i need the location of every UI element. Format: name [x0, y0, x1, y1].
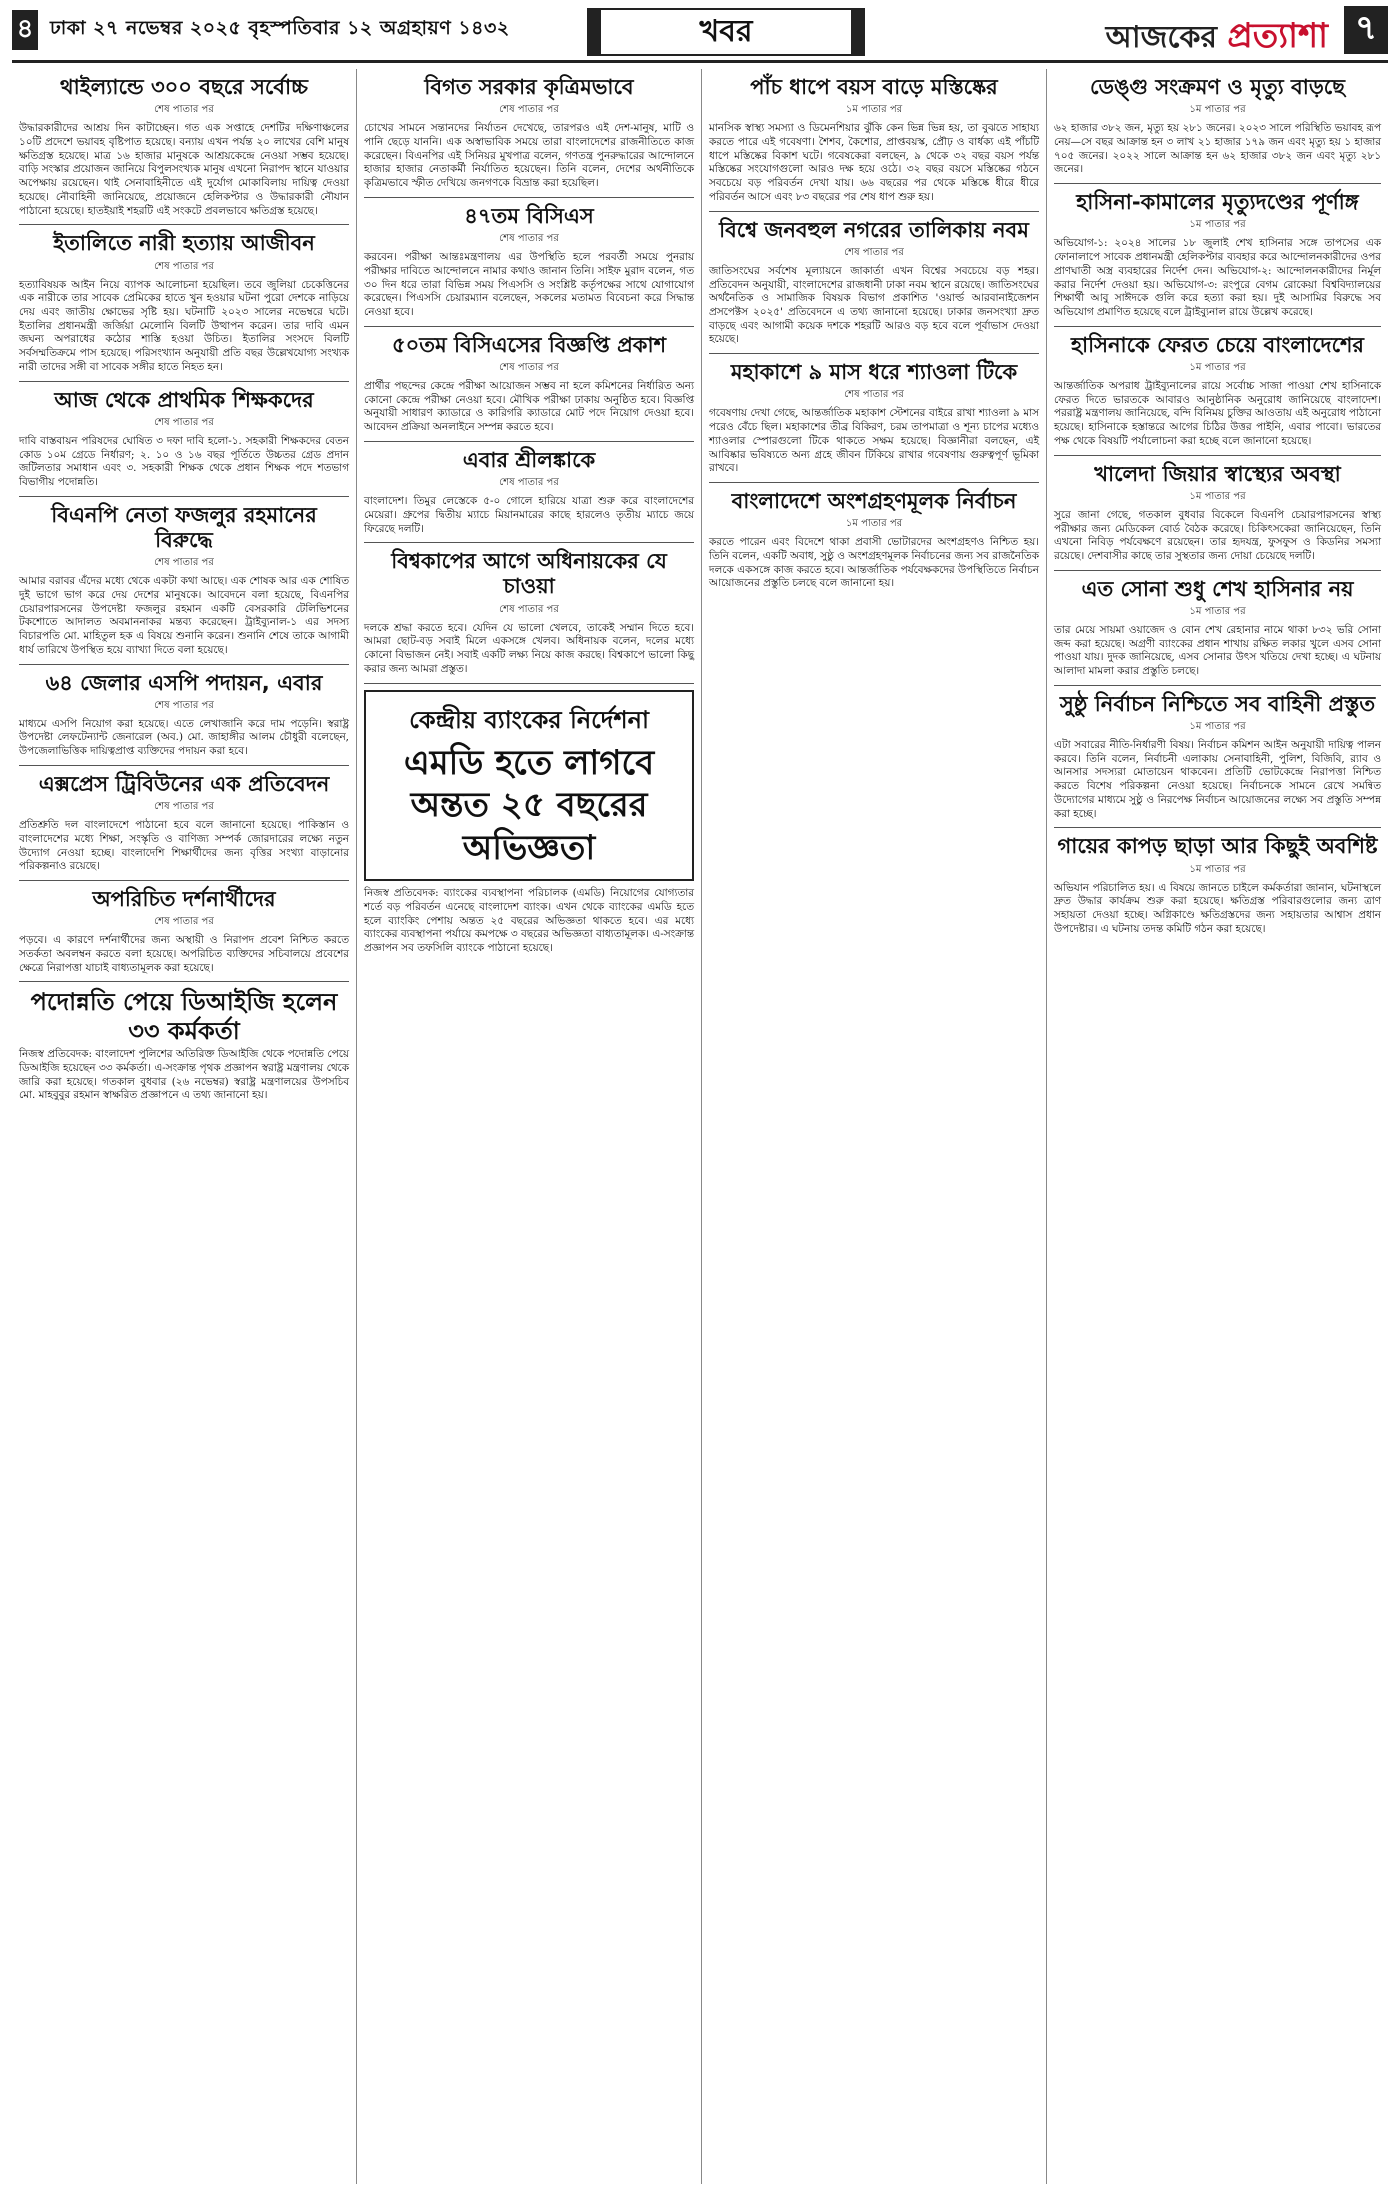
story-headline[interactable]: বিশ্বকাপের আগে অধিনায়কের যে চাওয়া [391, 549, 667, 599]
news-story [1054, 828, 1381, 942]
story-headline[interactable]: হাসিনা-কামালের মৃত্যুদণ্ডের পূর্ণাঙ্গ [1076, 190, 1359, 215]
story-body: গবেষণায় দেখা গেছে, আন্তর্জাতিক মহাকাশ স্টেশনের বাইরে রাখা শ্যাওলা ৯ মাস পরেও বেঁচে ছিল। মহাকাশের তীব্র বিকিরণ, চরম তাপমাত্রা ও শূন্য চাপের মধ্যেও শ্যাওলার স্পোরগুলো টিকে থাকতে সক্ষম হয়েছে। বিজ্ঞানীরা বলছেন, এই আবিষ্কার ভবিষ্যতে অন্য গ্রহে জীবন টিকিয়ে রাখার গবেষণায় গুরুত্বপূর্ণ ভূমিকা রাখবে। [709, 407, 1039, 475]
story-body: দলকে শ্রদ্ধা করতে হবে। যেদিন যে ভালো খেলবে, তাকেই সম্মান দিতে হবে। আমরা ছোট-বড় সবাই মিলে একসঙ্গে খেলব। অধিনায়ক বলেন, দলের মধ্যে কোনো বিভাজন নেই। সবাই একটি লক্ষ্য নিয়ে কাজ করছে। বিশ্বকাপে ভালো কিছু করার জন্য আমরা প্রস্তুত। [364, 621, 694, 675]
news-story [1054, 327, 1381, 456]
news-story [19, 982, 349, 1109]
story-body: প্রতিশ্রুতি দল বাংলাদেশে পাঠানো হবে বলে জানানো হয়েছে। পাকিস্তান ও বাংলাদেশের মধ্যে শিক্ষা, সংস্কৃতি ও বাণিজ্য সম্পর্ক জোরদারের লক্ষ্যে নতুন উদ্যোগ নেওয়া হচ্ছে। বাংলাদেশি শিক্ষার্থীদের জন্য বৃত্তির সংখ্যা বাড়ানোর পরিকল্পনাও রয়েছে। [19, 819, 349, 873]
continuation-label: শেষ পাতার পর [844, 389, 904, 401]
continuation-label: শেষ পাতার পর [154, 104, 214, 116]
dateline: ঢাকা ২৭ নভেম্বর ২০২৫ বৃহস্পতিবার ১২ অগ্রহায়ণ ১৪৩২ [50, 17, 510, 39]
continuation-label: শেষ পাতার পর [499, 603, 559, 615]
story-body: পড়বে। এ কারণে দর্শনার্থীদের জন্য অস্থায়ী ও নিরাপদ প্রবেশ নিশ্চিত করতে সতর্কতা অবলম্বন করতে বলা হয়েছে। অপরিচিত ব্যক্তিদের সচিবালয়ে প্রবেশের ক্ষেত্রে নিরাপত্তা যাচাই বাধ্যতামূলক করা হয়েছে। [19, 934, 349, 974]
column-3 [702, 69, 1047, 2184]
feature-headline: এমডি হতে লাগবে অন্তত ২৫ বছরের অভিজ্ঞতা [403, 742, 655, 868]
continuation-label: ১ম পাতার পর [1189, 605, 1246, 617]
continuation-label: ১ম পাতার পর [1189, 863, 1246, 875]
news-story [1054, 69, 1381, 184]
news-story [709, 69, 1039, 212]
story-headline[interactable]: খালেদা জিয়ার স্বাস্থ্যের অবস্থা [1094, 461, 1341, 486]
story-body: করতে পারেন এবং বিদেশে থাকা প্রবাসী ভোটারদের অংশগ্রহণও নিশ্চিত হয়। তিনি বলেন, একটি অবাধ, সুষ্ঠু ও অংশগ্রহণমূলক নির্বাচনের জন্য সব রাজনৈতিক দলকে একসঙ্গে কাজ করতে হবে। আন্তর্জাতিক পর্যবেক্ষকদের উপস্থিতিতে নির্বাচন আয়োজনের প্রস্তুতি চলছে বলে জানানো হয়। [709, 536, 1039, 590]
continuation-label: শেষ পাতার পর [499, 104, 559, 116]
column-4 [1047, 69, 1388, 2184]
story-headline[interactable]: বিশ্বে জনবহুল নগরের তালিকায় নবম [719, 217, 1029, 242]
continuation-label: শেষ পাতার পর [499, 477, 559, 489]
continuation-label: শেষ পাতার পর [499, 361, 559, 373]
continuation-label: ১ম পাতার পর [845, 104, 903, 116]
newspaper-logo [1106, 10, 1328, 67]
news-story [709, 212, 1039, 355]
continuation-label: শেষ পাতার পর [154, 699, 214, 711]
news-story [709, 354, 1039, 483]
feature-body: নিজস্ব প্রতিবেদক: ব্যাংকের ব্যবস্থাপনা পরিচালক (এমডি) নিয়োগের যোগ্যতার শর্তে বড় পরিবর্তন এনেছে বাংলাদেশ ব্যাংক। এখন থেকে ব্যাংকের এমডি হতে হলে ব্যাংকিং পেশায় অন্তত ২৫ বছরের অভিজ্ঞতা থাকতে হবে। এর মধ্যে ব্যাংকের ব্যবস্থাপনা পর্যায়ে কমপক্ষে ৩ বছরের অভিজ্ঞতা বাধ্যতামূলক। এ-সংক্রান্ত প্রজ্ঞাপন সব তফসিলি ব্যাংকে পাঠানো হয়েছে। [364, 887, 694, 954]
continuation-label: ১ম পাতার পর [845, 518, 903, 530]
continuation-label: ১ম পাতার পর [1189, 490, 1246, 502]
story-body: চোখের সামনে সন্তানদের নির্যাতন দেখেছে, তারপরও এই দেশ-মানুষ, মাটি ও পানি ছেড়ে যাননি। এক অস্বাভাবিক সময়ে তারা বাংলাদেশের রাজনীতিতে কাজ করেছেন। বিএনপির এই সিনিয়র মুখপাত্র বলেন, গণতন্ত্র পুনরুদ্ধারের আন্দোলনে হাজার হাজার নেতাকর্মী নির্যাতিত হয়েছেন। তিনি বলেন, দেশের অর্থনীতিকে কৃত্রিমভাবে স্ফীত দেখিয়ে জনগণকে বিভ্রান্ত করা হয়েছিল। [364, 122, 694, 190]
story-body: প্রার্থীর পছন্দের কেন্দ্রে পরীক্ষা আয়োজন সম্ভব না হলে কমিশনের নির্ধারিত অন্য কোনো কেন্দ্রে পরীক্ষা নেওয়া হবে। মৌখিক পরীক্ষা ঢাকায় অনুষ্ঠিত হবে। বিজ্ঞপ্তি অনুযায়ী সাধারণ ক্যাডারে ও কারিগরি ক্যাডারে মোট পদে নিয়োগ দেওয়া হবে। আবেদন প্রক্রিয়া অনলাইনে সম্পন্ন করতে হবে। [364, 379, 694, 434]
story-headline[interactable]: বিএনপি নেতা ফজলুর রহমানের বিরুদ্ধে [51, 502, 317, 552]
story-headline[interactable]: বাংলাদেশে অংশগ্রহণমূলক নির্বাচন [731, 489, 1017, 514]
continuation-label: শেষ পাতার পর [154, 916, 214, 928]
news-story [709, 483, 1039, 597]
masthead [12, 0, 1388, 63]
story-headline[interactable]: থাইল্যান্ডে ৩০০ বছরে সর্বোচ্চ [60, 75, 308, 99]
news-story [364, 198, 694, 327]
story-body: করবেন। পরীক্ষা আন্তঃমন্ত্রণালয় এর উপস্থিতি হলে পরবর্তী সময়ে পুনরায় পরীক্ষার দাবিতে আন্দোলনে নামার কথাও জানান তিনি। সাইফ মুরাদ বলেন, গত ৩০ দিন ধরে তারা বিভিন্ন সময় পিএসসি ও সংশ্লিষ্ট কর্তৃপক্ষের সাথে যোগাযোগ করেছেন। পিএসসি চেয়ারম্যান বলেছেন, সকলের মতামত বিবেচনা করে সিদ্ধান্ত নেওয়া হবে। [364, 251, 694, 318]
news-story [1054, 184, 1381, 327]
story-body: দাবি বাস্তবায়ন পরিষদের ঘোষিত ৩ দফা দাবি হলো-১. সহকারী শিক্ষকদের বেতন কোড ১০ম গ্রেডে নির্ধারণ; ২. ১০ ও ১৬ বছর পূর্তিতে উচ্চতর গ্রেড প্রদান জটিলতার সমাধান এবং ৩. সহকারী শিক্ষক থেকে প্রধান শিক্ষক পদে শতভাগ বিভাগীয় পদোন্নতি। [19, 434, 349, 489]
news-story [19, 225, 349, 381]
story-headline[interactable]: বিগত সরকার কৃত্রিমভাবে [424, 75, 634, 99]
story-body: উদ্ধারকারীদের আশ্রয় দিন কাটাচ্ছেন। গত এক সপ্তাহে দেশটির দক্ষিণাঞ্চলের ১০টি প্রদেশে ভয়াবহ বৃষ্টিপাত হয়েছে। বন্যায় এখন পর্যন্ত ২০ লাখের বেশি মানুষ ক্ষতিগ্রস্ত হয়েছে। মাত্র ১৬ হাজার মানুষকে আশ্রয়কেন্দ্রে নেওয়া সম্ভব হয়েছে। বাড়ি সংস্কার প্রয়োজন জানিয়ে বিপুলসংখ্যক মানুষ এখনো নিরাপদ স্থানে যাওয়ার অপেক্ষায় রয়েছেন। থাই সেনাবাহিনীতে এই দুর্যোগ মোকাবিলায় দায়িত্ব দেওয়া হয়েছে। নৌবাহিনী জানিয়েছে, প্রয়োজনে হেলিকপ্টার ও উদ্ধারকারী নৌযান পাঠানো হয়েছে। হাতইয়াই শহরটি এই সংকটে প্রবলভাবে ক্ষতিগ্রস্ত হয়েছে। [19, 122, 349, 217]
story-body: জাতিসংঘের সর্বশেষ মূল্যায়নে জাকার্তা এখন বিশ্বের সবচেয়ে বড় শহর। প্রতিবেদন অনুযায়ী, বাংলাদেশের রাজধানী ঢাকা নবম স্থানে রয়েছে। জাতিসংঘের অর্থনৈতিক ও সামাজিক বিষয়ক বিভাগ প্রকাশিত 'ওয়ার্ল্ড আরবানাইজেশন প্রসপেক্টস ২০২৫' প্রতিবেদনে এ তথ্য জানানো হয়েছে। ঢাকার জনসংখ্যা দ্রুত বাড়ছে এবং আগামী কয়েক দশকে শহরটি আরও বড় হবে বলে পূর্বাভাস দেওয়া হয়েছে। [709, 264, 1039, 346]
feature-kicker: কেন্দ্রীয় ব্যাংকের নির্দেশনা [409, 705, 649, 734]
continuation-label: শেষ পাতার পর [499, 233, 559, 245]
news-story [19, 665, 349, 766]
story-headline[interactable]: গায়ের কাপড় ছাড়া আর কিছুই অবশিষ্ট [1057, 834, 1378, 859]
story-headline[interactable]: ইতালিতে নারী হত্যায় আজীবন [53, 231, 315, 256]
continuation-label: শেষ পাতার পর [844, 246, 904, 258]
story-body: অভিযোগ-১: ২০২৪ সালের ১৮ জুলাই শেখ হাসিনার সঙ্গে তাপসের এক ফোনালাপে সাবেক প্রধানমন্ত্রী হেলিকপ্টার ব্যবহার করে আন্দোলনকারীদের ওপর প্রাণঘাতী অস্ত্র ব্যবহারের নির্দেশ দেন। অভিযোগ-২: আন্দোলনকারীদের নির্মূল করার নির্দেশ দেওয়া হয়। অভিযোগ-৩: রংপুরে বেগম রোকেয়া বিশ্ববিদ্যালয়ের শিক্ষার্থী আবু সাঈদকে গুলি করে হত্যা করা হয়। দুই আসামির বিরুদ্ধে সব অভিযোগ প্রমাণিত হয়েছে বলে ট্রাইব্যুনাল রায়ে উল্লেখ করেছে। [1054, 237, 1381, 318]
story-headline[interactable]: আজ থেকে প্রাথমিক শিক্ষকদের [54, 387, 314, 412]
story-headline[interactable]: ৫০তম বিসিএসের বিজ্ঞপ্তি প্রকাশ [392, 332, 666, 357]
story-headline[interactable]: ডেঙ্গু সংক্রমণ ও মৃত্যু বাড়ছে [1090, 75, 1345, 99]
story-headline[interactable]: সুষ্ঠু নির্বাচন নিশ্চিতে সব বাহিনী প্রস্তুত [1059, 691, 1376, 716]
story-body: মানসিক স্বাস্থ্য সমস্যা ও ডিমেনশিয়ার ঝুঁকি কেন ভিন্ন ভিন্ন হয়, তা বুঝতে সাহায্য করতে পারে এই গবেষণা। শৈশব, কৈশোর, প্রাপ্তবয়স্ক, প্রৌঢ় ও বার্ধক্য এই পাঁচটি ধাপে মস্তিষ্কের বিকাশ ঘটে। গবেষকেরা বলছেন, ৯ থেকে ৩২ বছর বয়স পর্যন্ত মস্তিষ্কের সংযোগগুলো আরও দক্ষ হয়ে ওঠে। ৩২ বছর বয়সে মস্তিষ্কের গঠনে সবচেয়ে বড় পরিবর্তন দেখা যায়। ৬৬ বছরের পর থেকে মস্তিষ্কে ধীরে ধীরে পরিবর্তন আসে এবং ৮৩ বছরের পর শেষ ধাপ শুরু হয়। [709, 122, 1039, 203]
story-headline[interactable]: হাসিনাকে ফেরত চেয়ে বাংলাদেশের [1071, 332, 1364, 357]
logo-part-2: প্রত্যাশা [1227, 16, 1328, 56]
story-headline[interactable]: মহাকাশে ৯ মাস ধরে শ্যাওলা টিকে [730, 360, 1018, 385]
continuation-label: ১ম পাতার পর [1189, 721, 1246, 733]
story-body: সুরে জানা গেছে, গতকাল বুধবার বিকেলে বিএনপি চেয়ারপারসনের স্বাস্থ্য পরীক্ষার জন্য মেডিকেল বোর্ড বৈঠক করেছে। চিকিৎসকেরা জানিয়েছেন, তিনি এখনো নিবিড় পর্যবেক্ষণে রয়েছেন। তার হৃদযন্ত্র, ফুসফুস ও কিডনির সমস্যা রয়েছে। দেশবাসীর কাছে তার সুস্থতার জন্য দোয়া চেয়েছে দলটি। [1054, 508, 1381, 562]
news-story [19, 382, 349, 497]
continuation-label: ১ম পাতার পর [1189, 219, 1246, 231]
story-body: আন্তর্জাতিক অপরাধ ট্রাইব্যুনালের রায়ে সর্বোচ্চ সাজা পাওয়া শেখ হাসিনাকে ফেরত দিতে ভারতকে আবারও আনুষ্ঠানিক অনুরোধ জানিয়েছে বাংলাদেশ। পররাষ্ট্র মন্ত্রণালয় জানিয়েছে, বন্দি বিনিময় চুক্তির আওতায় এই অনুরোধ পাঠানো হয়েছে। হাসিনাকে হস্তান্তরে আগের চিঠির উত্তর পাইনি, এবার পাবো। ভারতের পক্ষ থেকে বিষয়টি পর্যালোচনা করা হচ্ছে বলে জানানো হয়েছে। [1054, 379, 1381, 447]
column-2 [357, 69, 702, 2184]
story-headline[interactable]: এবার শ্রীলঙ্কাকে [462, 447, 596, 472]
story-body: ৬২ হাজার ৩৮২ জন, মৃত্যু হয় ২৮১ জনের। ২০২৩ সালে পরিস্থিতি ভয়াবহ রূপ নেয়—সে বছর আক্রান্ত হন ৩ লাখ ২১ হাজার ১৭৯ জন এবং মৃত্যু হয় ১ হাজার ৭০৫ জনের। ২০২২ সালে আক্রান্ত হন ৬২ হাজার ৩৮২ জন এবং মৃত্যু ২৮১ জনের। [1054, 122, 1381, 176]
story-body: আমার বরাবর এঁদের মধ্যে থেকে একটা কথা আছে। এক শোষক আর এক শোষিত দুই ভাগে ভাগ করে দেয় দেশের মানুষকে। আবেদনে বলা হয়েছে, বিএনপির চেয়ারপারসনের উপদেষ্টা ফজলুর রহমান একটি বেসরকারি টেলিভিশনের টকশোতে আদালত অবমাননাকর মন্তব্য করেছেন। ট্রাইব্যুনাল-১ এর সদস্য বিচারপতি মো. মাহিতুল হক এ বিষয়ে শুনানি করেন। শুনানি শেষে তাকে আগামী ধার্য তারিখে উপস্থিত হয়ে ব্যাখ্যা দিতে বলা হয়েছে। [19, 575, 349, 656]
continuation-label: শেষ পাতার পর [154, 416, 214, 428]
news-story [19, 69, 349, 225]
news-story [1054, 686, 1381, 829]
story-body: নিজস্ব প্রতিবেদক: বাংলাদেশ পুলিশের অতিরিক্ত ডিআইজি থেকে পদোন্নতি পেয়ে ডিআইজি হয়েছেন ৩৩ কর্মকর্তা। এ-সংক্রান্ত পৃথক প্রজ্ঞাপন স্বরাষ্ট্র মন্ত্রণালয় থেকে জারি করা হয়েছে। গতকাল বুধবার (২৬ নভেম্বর) স্বরাষ্ট্র মন্ত্রণালয়ের উপসচিব মো. মাহবুবুর রহমান স্বাক্ষরিত প্রজ্ঞাপনে এ তথ্য জানানো হয়। [19, 1048, 349, 1102]
continuation-label: শেষ পাতার পর [154, 557, 214, 569]
columns [12, 69, 1388, 2184]
page-number-left: ৪ [12, 10, 38, 50]
page-number-right: ৭ [1344, 6, 1388, 54]
column-1 [12, 69, 357, 2184]
feature-headline-box[interactable] [364, 690, 694, 882]
news-story [364, 327, 694, 442]
news-story [19, 766, 349, 881]
story-body: অভিযান পরিচালিত হয়। এ বিষয়ে জানতে চাইলে কর্মকর্তারা জানান, ঘটনাস্থলে দ্রুত উদ্ধার কার্যক্রম শুরু করা হয়েছে। ক্ষতিগ্রস্ত পরিবারগুলোর জন্য ত্রাণ সহায়তা দেওয়া হচ্ছে। অগ্নিকাণ্ডে ক্ষতিগ্রস্তদের জন্য সহায়তার আশ্বাস প্রধান উপদেষ্টার। এ ঘটনায় তদন্ত কমিটি গঠন করা হয়েছে। [1054, 881, 1381, 935]
continuation-label: শেষ পাতার পর [154, 260, 214, 272]
story-headline[interactable]: অপরিচিত দর্শনার্থীদের [92, 887, 276, 912]
story-body: বাংলাদেশ। তিমুর লেস্তেকে ৫-০ গোলে হারিয়ে যাত্রা শুরু করে বাংলাদেশের মেয়েরা। গ্রুপের দ্বিতীয় ম্যাচে মিয়ানমারের কাছে হারলেও তৃতীয় ম্যাচে জয়ে ফিরেছে দলটি। [364, 495, 694, 535]
news-story [364, 442, 694, 543]
news-story [1054, 571, 1381, 686]
story-headline[interactable]: ৬৪ জেলার এসপি পদায়ন, এবার [45, 670, 323, 695]
story-body: এটা সবারের নীতি-নির্ধারণী বিষয়। নির্বাচন কমিশন আইন অনুযায়ী দায়িত্ব পালন করবে। তিনি বলেন, নির্বাচনী এলাকায় সেনাবাহিনী, পুলিশ, বিজিবি, র‍্যাব ও আনসার সদস্যরা মোতায়েন থাকবেন। প্রতিটি ভোটকেন্দ্রে নিরাপত্তা নিশ্চিত করতে বিশেষ পরিকল্পনা নেওয়া হয়েছে। নির্বাচনকে সামনে রেখে সমন্বিত উদ্যোগের মাধ্যমে সুষ্ঠু ও নিরপেক্ষ নির্বাচন আয়োজনের লক্ষ্যে সব প্রস্তুতি সম্পন্ন করা হচ্ছে। [1054, 739, 1381, 820]
news-story [1054, 456, 1381, 571]
story-body: হত্যাবিষয়ক আইন নিয়ে ব্যাপক আলোচনা হয়েছিল। তবে জুলিয়া চেকেত্তিনের এক নারীকে তার সাবেক প্রেমিকের হাতে খুন হওয়ার ঘটনা পুরো দেশকে নাড়িয়ে দেয় এবং জাতীয় ক্ষোভের সৃষ্টি হয়। ঘটনাটি ২০২৩ সালের নভেম্বরে ঘটে। ইতালির প্রধানমন্ত্রী জর্জিয়া মেলোনি বিলটি উত্থাপন করেন। তার দাবি এমন জঘন্য অপরাধের কঠোর শাস্তি হওয়া উচিত। ইতালির সংসদে বিলটি সর্বসম্মতিক্রমে পাস হয়েছে। পরিসংখ্যান অনুযায়ী প্রতি বছর উল্লেখযোগ্য সংখ্যক নারী তাদের সঙ্গী বা সাবেক সঙ্গীর হাতে নিহত হন। [19, 278, 349, 373]
continuation-label: ১ম পাতার পর [1189, 104, 1246, 116]
continuation-label: ১ম পাতার পর [1189, 361, 1246, 373]
continuation-label: শেষ পাতার পর [154, 801, 214, 813]
story-headline[interactable]: পাঁচ ধাপে বয়স বাড়ে মস্তিষ্কের [750, 75, 998, 99]
logo-part-1: আজকের [1105, 20, 1228, 55]
news-story [19, 497, 349, 665]
news-story [19, 881, 349, 982]
news-story [364, 69, 694, 198]
story-body: তার মেয়ে সায়মা ওয়াজেদ ও বোন শেখ রেহানার নামে থাকা ৮৩২ ভরি সোনা জব্দ করা হয়েছে। অগ্রণী ব্যাংকের প্রধান শাখায় রক্ষিত লকার খুলে এসব সোনা পাওয়া যায়। দুদক জানিয়েছে, এসব সোনার উৎস খতিয়ে দেখা হচ্ছে। এ ঘটনায় আলাদা মামলা করার প্রস্তুতি চলছে। [1054, 623, 1381, 678]
story-headline[interactable]: ৪৭তম বিসিএস [464, 203, 594, 228]
story-body: মাধ্যমে এসপি নিয়োগ করা হয়েছে। এতে লেখাজানি করে দাম পড়েনি। স্বরাষ্ট্র উপদেষ্টা লেফটেন্যান্ট জেনারেল (অব.) মো. জাহাঙ্গীর আলম চৌধুরী বলেছেন, উপজেলাভিত্তিক দায়িত্বপ্রাপ্ত ব্যক্তিদের পদায়ন করা হবে। [19, 717, 349, 758]
story-headline[interactable]: এত সোনা শুধু শেখ হাসিনার নয় [1081, 576, 1354, 601]
story-headline[interactable]: এক্সপ্রেস ট্রিবিউনের এক প্রতিবেদন [38, 771, 330, 796]
news-story [364, 543, 694, 683]
section-title: খবর [587, 8, 865, 56]
story-headline[interactable]: পদোন্নতি পেয়ে ডিআইজি হলেন ৩৩ কর্মকর্তা [30, 988, 338, 1046]
